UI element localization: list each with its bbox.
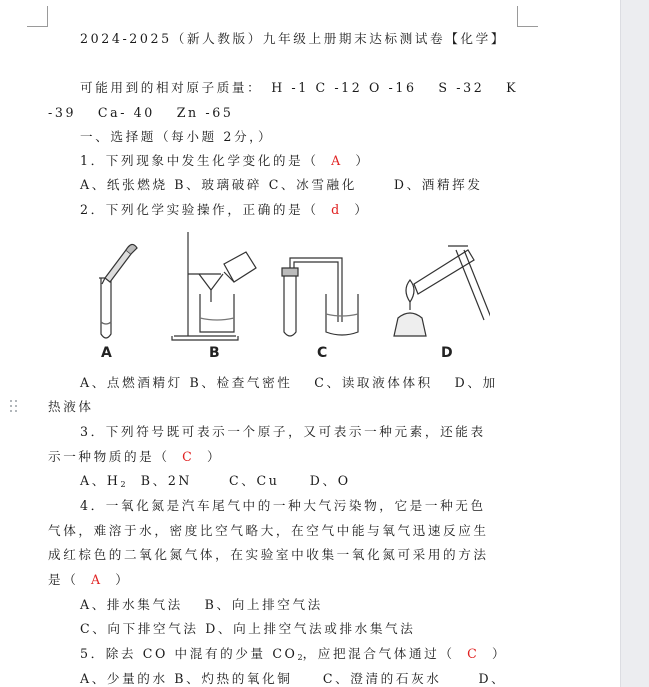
q3-stem-close: ） — [207, 449, 223, 464]
q3-answer: C — [182, 449, 195, 464]
figure-label-d: D — [441, 345, 453, 361]
document-title: 2024-2025（新人教版）九年级上册期末达标测试卷【化学】 — [80, 31, 507, 46]
block-drag-handle-icon[interactable] — [10, 400, 20, 414]
figure-label-c: C — [317, 345, 328, 361]
q4-options-line-2: C、向下排空气法 D、向上排空气法或排水集气法 — [80, 621, 416, 636]
q3-options — [80, 473, 351, 493]
section-heading: 一、选择题（每小题 2分，） — [80, 129, 274, 144]
q2-options-line-2: 热液体 — [48, 399, 94, 414]
q4-stem-text: 是（ — [48, 572, 79, 587]
lab-apparatus-drawing — [96, 228, 490, 366]
crop-mark-top-left — [27, 6, 48, 27]
q3-stem-line-2 — [48, 449, 222, 465]
q4-stem-close: ） — [115, 572, 131, 587]
q3-option-a: A、H — [80, 473, 121, 488]
q5-answer: C — [467, 646, 480, 661]
figure-label-b: B — [209, 345, 220, 361]
q2-stem-text: 2．下列化学实验操作，正确的是（ — [80, 202, 319, 217]
q5-options-partial: A、少量的水 B、灼热的氧化铜 C、澄清的石灰水 D、 — [80, 671, 507, 686]
q2-stem — [80, 202, 370, 218]
atomic-mass-line-2: -39 Ca- 40 Zn -65 — [48, 105, 234, 120]
window-right-gutter — [620, 0, 649, 687]
q1-stem-text: 1．下列现象中发生化学变化的是（ — [80, 153, 319, 168]
q4-answer: A — [90, 572, 103, 587]
q5-stem-mid: ，应把混合气体通过（ — [302, 646, 455, 661]
q3-stem-text: 示一种物质的是（ — [48, 449, 170, 464]
q3-option-rest: B、2N C、Cu D、O — [125, 473, 351, 488]
atomic-mass-line-1: 可能用到的相对原子质量： H -1 C -12 O -16 S -32 K — [80, 80, 519, 95]
q2-options-line-1: A、点燃酒精灯 B、检查气密性 C、读取液体体积 D、加 — [80, 375, 498, 390]
crop-mark-top-right — [517, 6, 538, 27]
q4-stem-line-3: 成红棕色的二氧化氮气体，在实验室中收集一氧化氮可采用的方法 — [48, 547, 489, 562]
airtight-check-drawing — [282, 258, 358, 336]
q4-stem-line-4 — [48, 572, 130, 588]
figure-label-a: A — [101, 345, 112, 361]
lab-operations-figure — [96, 228, 490, 366]
filtration-stand-drawing — [172, 232, 256, 340]
q4-stem-line-1: 4．一氧化氮是汽车尾气中的一种大气污染物，它是一种无色 — [80, 498, 486, 513]
q3-stem-line-1: 3．下列符号既可表示一个原子，又可表示一种元素，还能表 — [80, 424, 486, 439]
q5-stem-close: ） — [491, 646, 508, 661]
heating-test-tube-drawing — [394, 246, 490, 336]
q1-options: A、纸张燃烧 B、玻璃破碎 C、冰雪融化 D、酒精挥发 — [80, 177, 483, 192]
q1-stem — [80, 153, 371, 169]
q5-stem-subscript: 2 — [297, 653, 303, 662]
dropper-test-tube-drawing — [99, 244, 137, 338]
q4-options-line-1: A、排水集气法 B、向上排空气法 — [80, 597, 323, 612]
q1-stem-close: ） — [355, 153, 371, 168]
q2-answer: d — [331, 202, 342, 217]
q2-stem-close: ） — [354, 202, 370, 217]
q3-option-a-subscript: 2 — [120, 480, 126, 489]
q4-stem-line-2: 气体，难溶于水，密度比空气略大，在空气中能与氧气迅速反应生 — [48, 523, 489, 538]
q1-answer: A — [331, 153, 343, 168]
q5-stem-text: 5．除去 CO 中混有的少量 CO — [80, 646, 298, 661]
q5-stem — [80, 646, 507, 666]
